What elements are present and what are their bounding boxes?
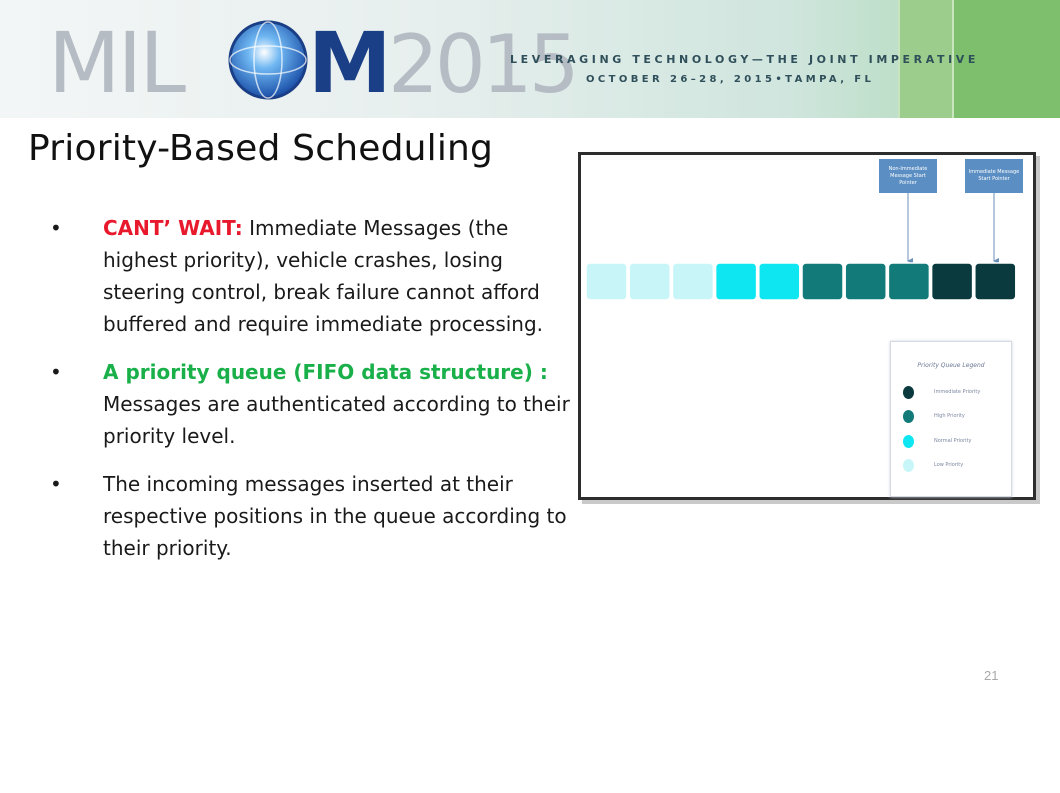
- milcom-logo: [48, 12, 576, 112]
- queue-cell-low: [672, 263, 713, 300]
- bullet-text: Immediate Messages (the highest priority), vehicle crashes, losing steering control, break failure cannot afford buffered and require immediate processing.: [103, 216, 544, 336]
- page-number: 21: [984, 668, 999, 683]
- swatch-high: [903, 410, 914, 423]
- legend-label: Normal Priority: [934, 438, 972, 444]
- legend-item-high: [903, 409, 965, 423]
- bullet-lead: A priority queue (FIFO data structure) :: [103, 360, 548, 384]
- slide-title: Priority-Based Scheduling: [28, 128, 494, 169]
- svg-text:MIL: MIL: [48, 14, 184, 112]
- bullet-lead: CANT’ WAIT:: [103, 216, 243, 240]
- queue-cell-low: [629, 263, 670, 300]
- banner-dateline: OCTOBER 26–28, 2015•TAMPA, FL: [586, 74, 875, 85]
- bullet-item: [38, 468, 578, 564]
- bullet-item: [38, 212, 578, 340]
- queue-cell-low: [586, 263, 627, 300]
- queue-cell-normal: [716, 263, 757, 300]
- pointer-box-immediate: Immediate Message Start Pointer: [965, 159, 1023, 193]
- legend-label: High Priority: [934, 413, 965, 419]
- swatch-low: [903, 459, 914, 472]
- legend-item-normal: [903, 434, 971, 448]
- conference-banner: [0, 0, 1058, 118]
- queue-cell-high: [845, 263, 886, 300]
- legend-item-immediate: [903, 385, 980, 399]
- pointer-box-non-immediate: Non-Immediate Message Start Pointer: [879, 159, 937, 193]
- priority-queue-figure: [578, 152, 1036, 500]
- queue-cell-immediate: [932, 263, 973, 300]
- legend-title: Priority Queue Legend: [917, 362, 985, 369]
- priority-legend: [890, 341, 1012, 497]
- queue-cell-high: [802, 263, 843, 300]
- bullet-marker: •: [50, 216, 62, 240]
- bullet-marker: •: [50, 360, 62, 384]
- queue-cell-normal: [759, 263, 800, 300]
- bullet-item: [38, 356, 578, 452]
- queue-cell-immediate: [975, 263, 1016, 300]
- legend-item-low: [903, 458, 963, 472]
- bullet-list: [38, 212, 578, 580]
- bullet-marker: •: [50, 472, 62, 496]
- legend-label: Immediate Priority: [934, 389, 981, 395]
- bullet-text: Messages are authenticated according to their priority level.: [103, 392, 570, 448]
- svg-text:M: M: [308, 14, 389, 112]
- bullet-text: The incoming messages inserted at their respective positions in the queue according to their priority.: [103, 472, 567, 560]
- banner-tagline: LEVERAGING TECHNOLOGY—THE JOINT IMPERATIVE: [510, 53, 979, 66]
- svg-text:2015: 2015: [388, 18, 576, 111]
- swatch-immediate: [903, 386, 914, 399]
- swatch-normal: [903, 435, 914, 448]
- legend-label: Low Priority: [934, 462, 964, 468]
- queue-cell-high: [888, 263, 929, 300]
